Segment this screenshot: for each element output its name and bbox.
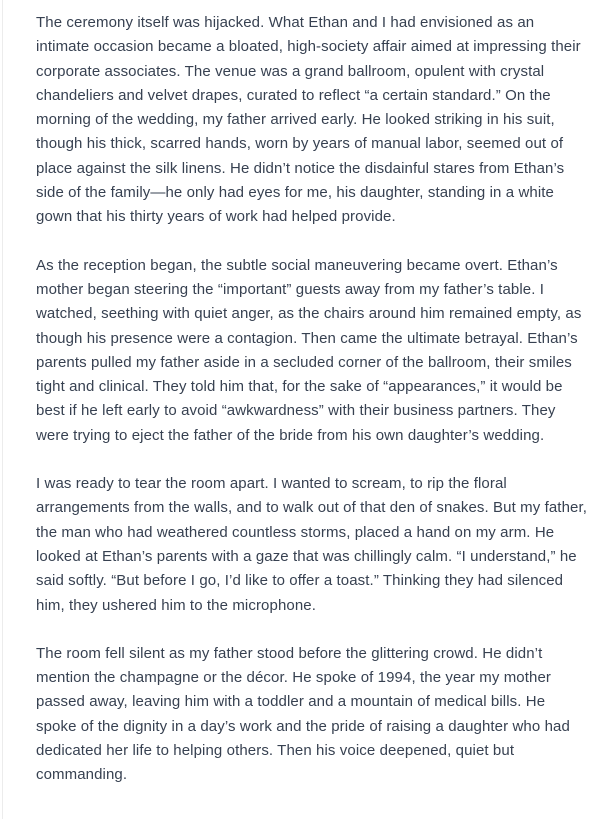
paragraph-room-fell-silent: The room fell silent as my father stood before the glittering crowd. He didn’t mention the champagne or the décor. He spoke of 1994, the year my mother passed away, leaving him with a toddler and a mountain of medical bills. He spoke of the dignity in a day’s work and the pride of raising a daughter who had dedicated her life to helping others. Then his voice deepened, quiet but commanding. [36,644,570,784]
story-text-body [36,11,589,788]
paragraph-fathers-calm: I was ready to tear the room apart. I wanted to scream, to rip the floral arrangements from the walls, and to walk out of that den of snakes. But my father, the man who had weathered countless storms, placed a hand on my arm. He looked at Ethan’s parents with a gaze that was chillingly calm. “I understand,” he said softly. “But before I go, I’d like to offer a toast.” Thinking they had silenced him, they ushered him to the microphone. [36,475,587,614]
paragraph-ceremony-hijacked: The ceremony itself was hijacked. What Ethan and I had envisioned as an intimate occasion became a bloated, high-society affair aimed at impressing their corporate associates. The venue was a grand ballroom, opulent with crystal chandeliers and velvet drapes, curated to reflect “a certain standard.” On the morning of the wedding, my father arrived early. He looked striking in his suit, though his thick, scarred hands, worn by years of manual labor, seemed out of place against the silk linens. He didn’t notice the disdainful stares from Ethan’s side of the family—he only had eyes for me, his daughter, standing in a white gown that his thirty years of work had helped provide. [36,14,581,226]
left-edge-divider [2,0,3,819]
paragraph-reception-maneuvering: As the reception began, the subtle social maneuvering became overt. Ethan’s mother began steering the “important” guests away from my father’s table. I watched, seething with quiet anger, as the chairs around him remained empty, as though his presence were a contagion. Then came the ultimate betrayal. Ethan’s parents pulled my father aside in a secluded corner of the ballroom, their smiles tight and clinical. They told him that, for the sake of “appearances,” it would be best if he left early to avoid “awkwardness” with their business partners. They were trying to eject the father of the bride from his own daughter’s wedding. [36,256,582,444]
